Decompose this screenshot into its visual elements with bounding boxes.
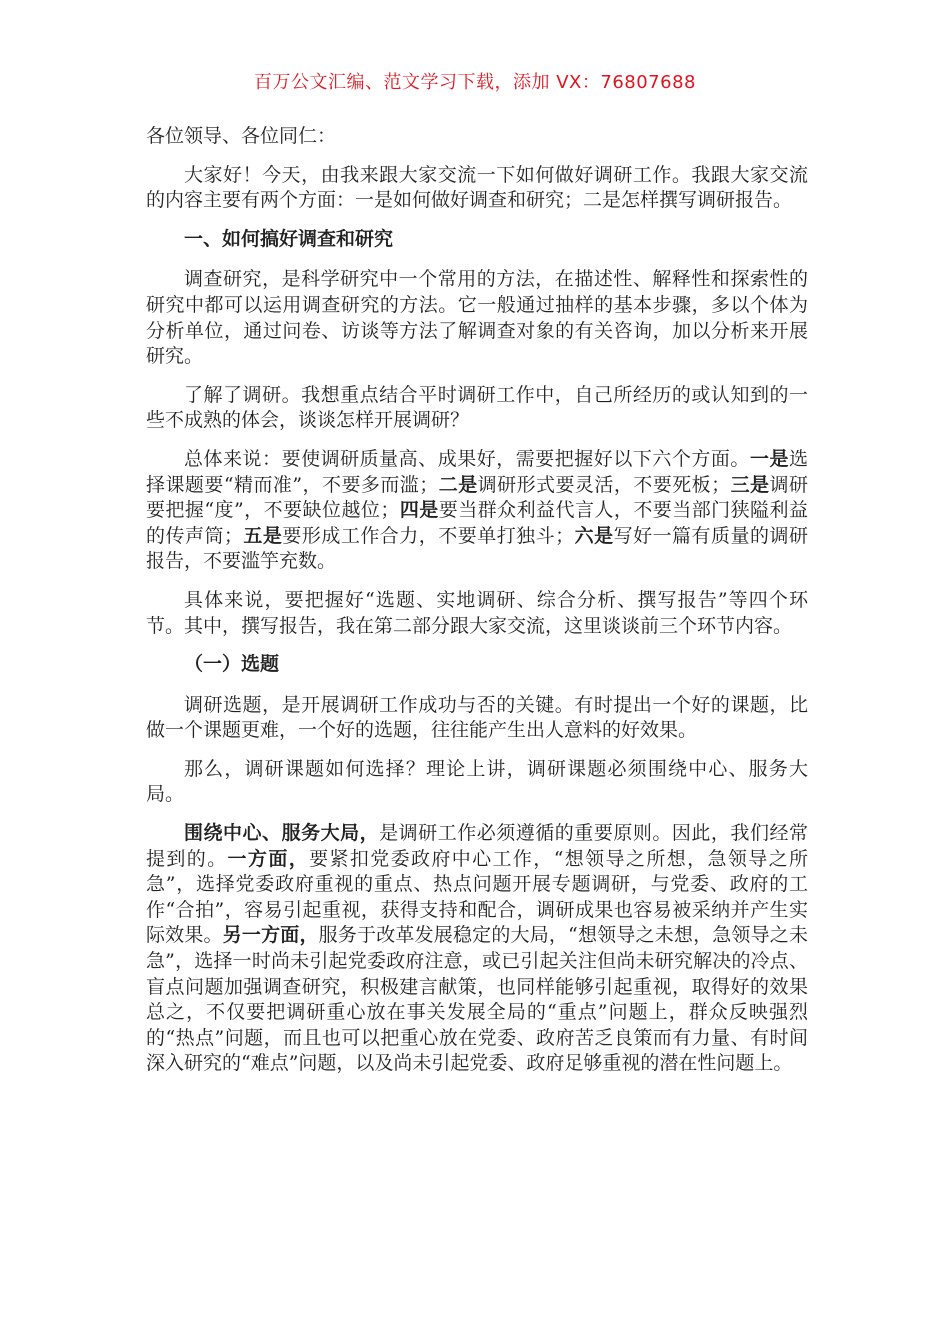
paragraph-3 — [146, 447, 808, 575]
section-heading: 一、如何搞好调查和研究 — [184, 227, 394, 250]
p7-bold-3: 另一方面， — [222, 924, 319, 947]
p3-key-1: 一是 — [749, 447, 789, 470]
subsection-heading: （一）选题 — [184, 653, 280, 676]
p7-bold-1: 围绕中心、服务大局， — [184, 822, 380, 845]
intro-paragraph: 大家好！今天，由我来跟大家交流一下如何做好调研工作。我跟大家交流的内容主要有两个方面：一是如何做好调查和研究；二是怎样撰写调研报告。 — [146, 163, 808, 212]
p3-text-4: 要当群众利益代言人，不要当部门狭隘利益的传声筒； — [146, 499, 808, 547]
p3-key-4: 四是 — [399, 499, 439, 522]
p3-key-5: 五是 — [242, 524, 283, 547]
p3-text-3: 调研要把握“度”，不要缺位越位； — [146, 473, 808, 522]
p3-key-2: 二是 — [438, 473, 478, 496]
p3-text-2: 调研形式要灵活，不要死板； — [477, 473, 731, 496]
p3-key-3: 三是 — [730, 473, 770, 496]
p3-text-6: 写好一篇有质量的调研报告，不要滥竽充数。 — [146, 524, 808, 573]
paragraph-4: 具体来说，要把握好“选题、实地调研、综合分析、撰写报告”等四个环节。其中，撰写报告，我在第二部分跟大家交流，这里谈谈前三个环节内容。 — [146, 588, 808, 637]
p3-text-5: 要形成工作合力，不要单打独斗； — [282, 524, 575, 547]
p3-key-6: 六是 — [574, 524, 614, 547]
p7-text-1: 是调研工作必须遵循的重要原则。因此，我们经常提到的。 — [146, 822, 808, 870]
document-body — [146, 124, 808, 1090]
p3-lead: 总体来说：要使调研质量高、成果好，需要把握好以下六个方面。 — [184, 447, 750, 470]
p7-bold-2: 一方面， — [227, 847, 310, 870]
p7-text-2: 要紧扣党委政府中心工作，“想领导之所想，急领导之所急”，选择党委政府重视的重点、热点问题开展专题调研，与党委、政府的工作“合拍”，容易引起重视，获得支持和配合，调研成果也容易被采纳并产生实际效果。 — [146, 847, 808, 947]
paragraph-5: 调研选题，是开展调研工作成功与否的关键。有时提出一个好的课题，比做一个课题更难，一个好的选题，往往能产生出人意料的好效果。 — [146, 693, 808, 742]
p7-text-3: 服务于改革发展稳定的大局，“想领导之未想，急领导之未急”，选择一时尚未引起党委政府注意，或已引起关注但尚未研究解决的冷点、盲点问题加强调查研究，积极建言献策，也同样能够引起重视，取得好的效果总之，不仅要把调研重心放在事关发展全局的“重点”问题上，群众反映强烈的“热点”问题，而且也可以把重心放在党委、政府苦乏良策而有力量、有时间深入研究的“难点”问题，以及尚未引起党委、政府足够重视的潜在性问题上。 — [146, 924, 808, 1075]
paragraph-1: 调查研究，是科学研究中一个常用的方法，在描述性、解释性和探索性的研究中都可以运用调查研究的方法。它一般通过抽样的基本步骤，多以个体为分析单位，通过问卷、访谈等方法了解调查对象的有关咨询，加以分析来开展研究。 — [146, 268, 808, 368]
paragraph-7 — [146, 821, 808, 1077]
header-banner: 百万公文汇编、范文学习下载，添加 VX：76807688 — [254, 72, 696, 93]
paragraph-2: 了解了调研。我想重点结合平时调研工作中，自己所经历的或认知到的一些不成熟的体会，谈谈怎样开展调研？ — [146, 383, 808, 432]
paragraph-6: 那么，调研课题如何选择？理论上讲，调研课题必须围绕中心、服务大局。 — [146, 757, 808, 806]
salutation: 各位领导、各位同仁： — [146, 125, 337, 147]
p3-text-1: 选择课题要“精而准”，不要多而滥； — [146, 447, 808, 496]
